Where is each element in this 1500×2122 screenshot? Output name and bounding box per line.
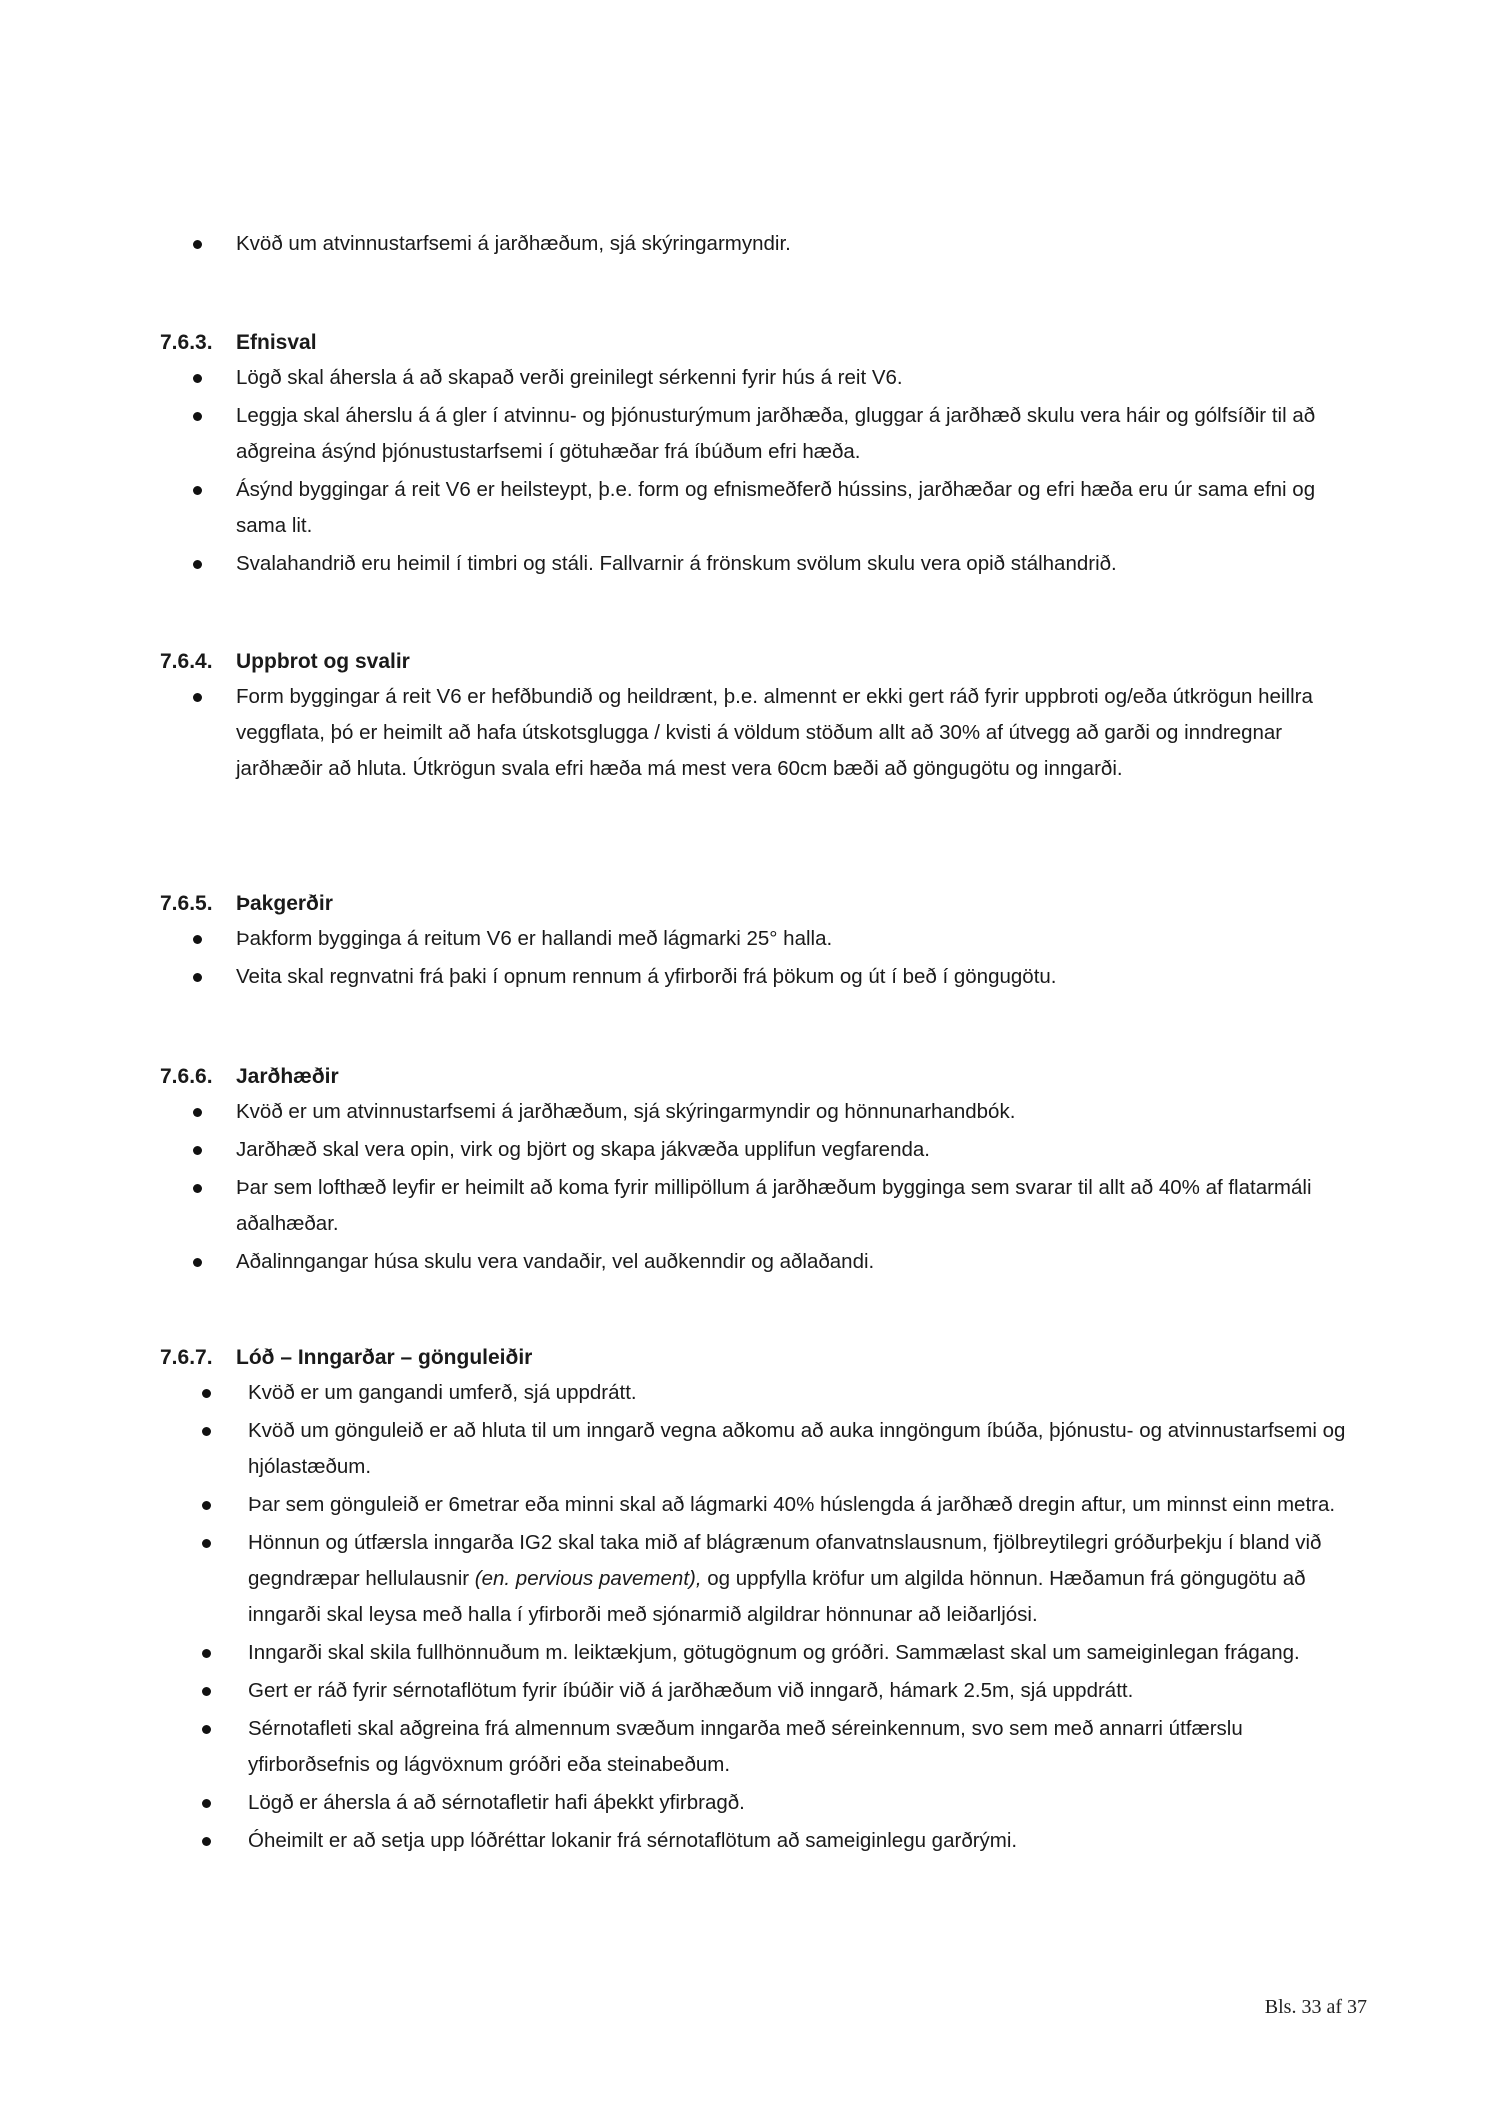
list-item: Jarðhæð skal vera opin, virk og björt og skapa jákvæða upplifun vegfarenda.	[0, 1132, 1366, 1168]
section-title: Lóð – Inngarðar – gönguleiðir	[236, 1346, 533, 1369]
section-title: Þakgerðir	[236, 892, 333, 915]
section-heading	[160, 326, 317, 360]
section-heading	[160, 645, 410, 679]
list-item: Þakform bygginga á reitum V6 er hallandi með lágmarki 25° halla.	[0, 921, 1366, 957]
bullet-list	[0, 1094, 1500, 1282]
section-heading	[160, 887, 333, 921]
list-item: Gert er ráð fyrir sérnotaflötum fyrir íbúðir við á jarðhæðum við inngarð, hámark 2.5m, sjá uppdrátt.	[0, 1673, 1366, 1709]
list-item: Sérnotafleti skal aðgreina frá almennum svæðum inngarða með séreinkennum, svo sem með annarri útfærslu yfirborðsefnis og lágvöxnum gróðri eða steinabeðum.	[0, 1711, 1366, 1783]
section-title: Jarðhæðir	[236, 1065, 339, 1088]
list-item: Lögð skal áhersla á að skapað verði greinilegt sérkenni fyrir hús á reit V6.	[0, 360, 1366, 396]
list-item: Lögð er áhersla á að sérnotafletir hafi áþekkt yfirbragð.	[0, 1785, 1366, 1821]
list-item-text: Hönnun og útfærsla inngarða IG2 skal taka mið af blágrænum ofanvatnslausnum, fjölbreytilegri gróðurþekju í bland við gegndræpar hellulausnir	[248, 1531, 1322, 1590]
list-item	[0, 1525, 1366, 1633]
list-item: Kvöð um atvinnustarfsemi á jarðhæðum, sjá skýringarmyndir.	[0, 226, 1366, 262]
list-item: Svalahandrið eru heimil í timbri og stáli. Fallvarnir á frönskum svölum skulu vera opið stálhandrið.	[0, 546, 1366, 582]
section-number: 7.6.4.	[160, 650, 213, 673]
bullet-list	[0, 921, 1500, 997]
list-item: Þar sem lofthæð leyfir er heimilt að koma fyrir millipöllum á jarðhæðum bygginga sem svarar til allt að 40% af flatarmáli aðalhæðar.	[0, 1170, 1366, 1242]
list-item: Kvöð er um gangandi umferð, sjá uppdrátt.	[0, 1375, 1366, 1411]
section-number: 7.6.5.	[160, 892, 213, 915]
section-title: Uppbrot og svalir	[236, 650, 410, 673]
list-item-text: og uppfylla kröfur um algilda hönnun. Hæðamun frá göngugötu að inngarði skal leysa með halla í yfirborði með sjónarmið algildrar hönnunar að leiðarljósi.	[248, 1567, 1306, 1626]
section-number: 7.6.7.	[160, 1346, 213, 1369]
list-item: Óheimilt er að setja upp lóðréttar lokanir frá sérnotaflötum að sameiginlegu garðrými.	[0, 1823, 1366, 1859]
list-item: Inngarði skal skila fullhönnuðum m. leiktækjum, götugögnum og gróðri. Sammælast skal um sameiginlegan frágang.	[0, 1635, 1366, 1671]
bullet-list	[0, 679, 1500, 789]
intro-bullet-list	[0, 226, 1500, 264]
list-item: Kvöð um gönguleið er að hluta til um inngarð vegna aðkomu að auka inngöngum íbúða, þjónustu- og atvinnustarfsemi og hjólastæðum.	[0, 1413, 1366, 1485]
bullet-list	[0, 1375, 1500, 1861]
section-title: Efnisval	[236, 331, 317, 354]
list-item: Ásýnd byggingar á reit V6 er heilsteypt, þ.e. form og efnismeðferð hússins, jarðhæðar og efri hæða eru úr sama efni og sama lit.	[0, 472, 1366, 544]
list-item: Form byggingar á reit V6 er hefðbundið og heildrænt, þ.e. almennt er ekki gert ráð fyrir uppbroti og/eða útkrögun heillra veggflata, þó er heimilt að hafa útskotsglugga / kvisti á völdum stöðum allt að 30% af útvegg að garði og inndregnar jarðhæðir að hluta. Útkrögun svala efri hæða má mest vera 60cm bæði að göngugötu og inngarði.	[0, 679, 1366, 787]
section-number: 7.6.6.	[160, 1065, 213, 1088]
list-item: Veita skal regnvatni frá þaki í opnum rennum á yfirborði frá þökum og út í beð í göngugötu.	[0, 959, 1366, 995]
section-number: 7.6.3.	[160, 331, 213, 354]
list-item: Aðalinngangar húsa skulu vera vandaðir, vel auðkenndir og aðlaðandi.	[0, 1244, 1366, 1280]
bullet-list	[0, 360, 1500, 584]
list-item-emphasis: (en. pervious pavement),	[474, 1567, 702, 1590]
list-item: Leggja skal áherslu á á gler í atvinnu- og þjónusturýmum jarðhæða, gluggar á jarðhæð skulu vera háir og gólfsíðir til að aðgreina ásýnd þjónustustarfsemi í götuhæðar frá íbúðum efri hæða.	[0, 398, 1366, 470]
page-number: Bls. 33 af 37	[1264, 1996, 1367, 2018]
section-heading	[160, 1060, 339, 1094]
section-heading	[160, 1341, 532, 1375]
list-item: Þar sem gönguleið er 6metrar eða minni skal að lágmarki 40% húslengda á jarðhæð dregin aftur, um minnst einn metra.	[0, 1487, 1366, 1523]
list-item: Kvöð er um atvinnustarfsemi á jarðhæðum, sjá skýringarmyndir og hönnunarhandbók.	[0, 1094, 1366, 1130]
